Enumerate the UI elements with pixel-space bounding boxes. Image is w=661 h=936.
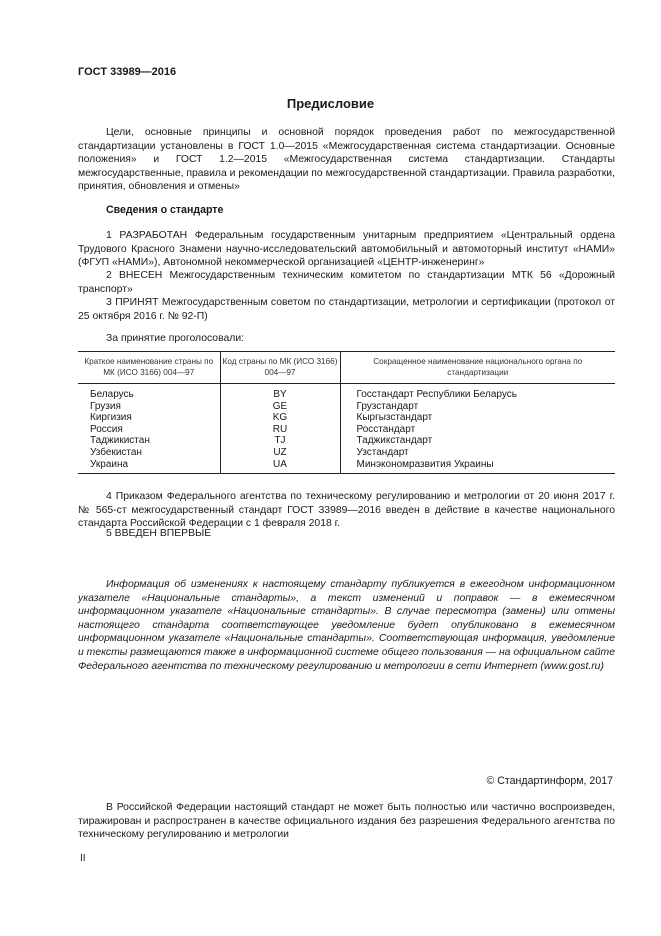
votes-label: За принятие проголосовали:: [106, 333, 245, 344]
item-3-adopted: 3 ПРИНЯТ Межгосударственным советом по стандартизации, метрологии и сертификации (протокол от 25 октября 2016 г. № 92-П): [78, 297, 615, 322]
column-header-code: Код страны по МК (ИСО 3166) 004—97: [220, 352, 340, 384]
page-number: II: [80, 853, 86, 864]
column-header-country: Краткое наименование страны по МК (ИСО 3166) 004—97: [78, 352, 220, 384]
voting-countries-table: [78, 351, 615, 474]
code-cell: UA: [220, 459, 340, 474]
page-title: Предисловие: [286, 96, 375, 111]
country-cell: Таджикистан: [90, 435, 150, 447]
item-2-submitted: 2 ВНЕСЕН Межгосударственным техническим комитетом по стандартизации МТК 56 «Дорожный транспорт»: [78, 270, 615, 295]
copyright-notice: © Стандартинформ, 2017: [486, 775, 613, 787]
table-row: [78, 412, 615, 424]
code-cell: UZ: [220, 447, 340, 459]
table-row: [78, 424, 615, 436]
standard-info-heading: Сведения о стандарте: [106, 204, 224, 216]
authority-cell: Таджикстандарт: [340, 435, 615, 447]
country-cell: Россия: [90, 423, 123, 435]
column-header-authority: Сокращенное наименование национального органа по стандартизации: [340, 352, 615, 384]
code-cell: KG: [220, 412, 340, 424]
item-4-order: 4 Приказом Федерального агентства по техническому регулированию и метрологии от 20 июня 2017 г. № 565-ст межгосударственный стандарт ГОСТ 33989—2016 введен в действие в качестве национального стандарта Российской Федерации с 1 февраля 2018 г.: [78, 491, 615, 530]
changes-notice: Информация об изменениях к настоящему стандарту публикуется в ежегодном информационном указателе «Национальные стандарты», а текст изменений и поправок — в ежемесячном информационном указателе «Национальные стандарты». В случае пересмотра (замены) или отмены настоящего стандарта соответствующее уведомление будет опубликовано в ежемесячном информационном указателе «Национальные стандарты». Соответствующая информация, уведомление и тексты размещаются также в информационной системе общего пользования — на официальном сайте Федерального агентства по техническому регулированию и метрологии в сети Интернет (www.gost.ru): [78, 579, 615, 672]
table-header-row: [78, 352, 615, 384]
code-cell: BY: [220, 384, 340, 401]
item-5-introduced: 5 ВВЕДЕН ВПЕРВЫЕ: [106, 528, 212, 539]
intro-paragraph: Цели, основные принципы и основной порядок проведения работ по межгосударственной стандартизации установлены в ГОСТ 1.0—2015 «Межгосударственная система стандартизации. Основные положения» и ГОСТ 1.2—2015 «Межгосударственная система стандартизации. Стандарты межгосударственные, правила и рекомендации по межгосударственной стандартизации. Правила разработки, принятия, обновления и отмены»: [78, 127, 615, 193]
code-cell: TJ: [220, 435, 340, 447]
table-row: [78, 447, 615, 459]
reproduction-notice: В Российской Федерации настоящий стандарт не может быть полностью или частично воспроизведен, тиражирован и распространен в качестве официального издания без разрешения Федерального агентства по техническому регулированию и метрологии: [78, 802, 615, 841]
country-cell: Киргизия: [90, 412, 132, 424]
table-row: [78, 435, 615, 447]
table-row: [78, 459, 615, 474]
table-row: [78, 401, 615, 413]
document-code-header: ГОСТ 33989—2016: [78, 66, 177, 78]
code-cell: RU: [220, 424, 340, 436]
authority-cell: Кыргызстандарт: [340, 412, 615, 424]
item-1-developed: 1 РАЗРАБОТАН Федеральным государственным унитарным предприятием «Центральный ордена Трудового Красного Знамени научно-исследовательский автомобильный и автомоторный институт «НАМИ» (ФГУП «НАМИ»), Автономной некоммерческой организацией «ЦЕНТР-инженеринг»: [78, 230, 615, 269]
authority-cell: Узстандарт: [340, 447, 615, 459]
authority-cell: Грузстандарт: [340, 401, 615, 413]
authority-cell: Росстандарт: [340, 424, 615, 436]
country-cell: Грузия: [90, 400, 121, 412]
authority-cell: Госстандарт Республики Беларусь: [340, 384, 615, 401]
authority-cell: Минэкономразвития Украины: [340, 459, 615, 474]
table-row: [78, 384, 615, 401]
country-cell: Узбекистан: [90, 446, 142, 458]
code-cell: GE: [220, 401, 340, 413]
country-cell: Беларусь: [90, 389, 134, 400]
country-cell: Украина: [78, 459, 220, 474]
